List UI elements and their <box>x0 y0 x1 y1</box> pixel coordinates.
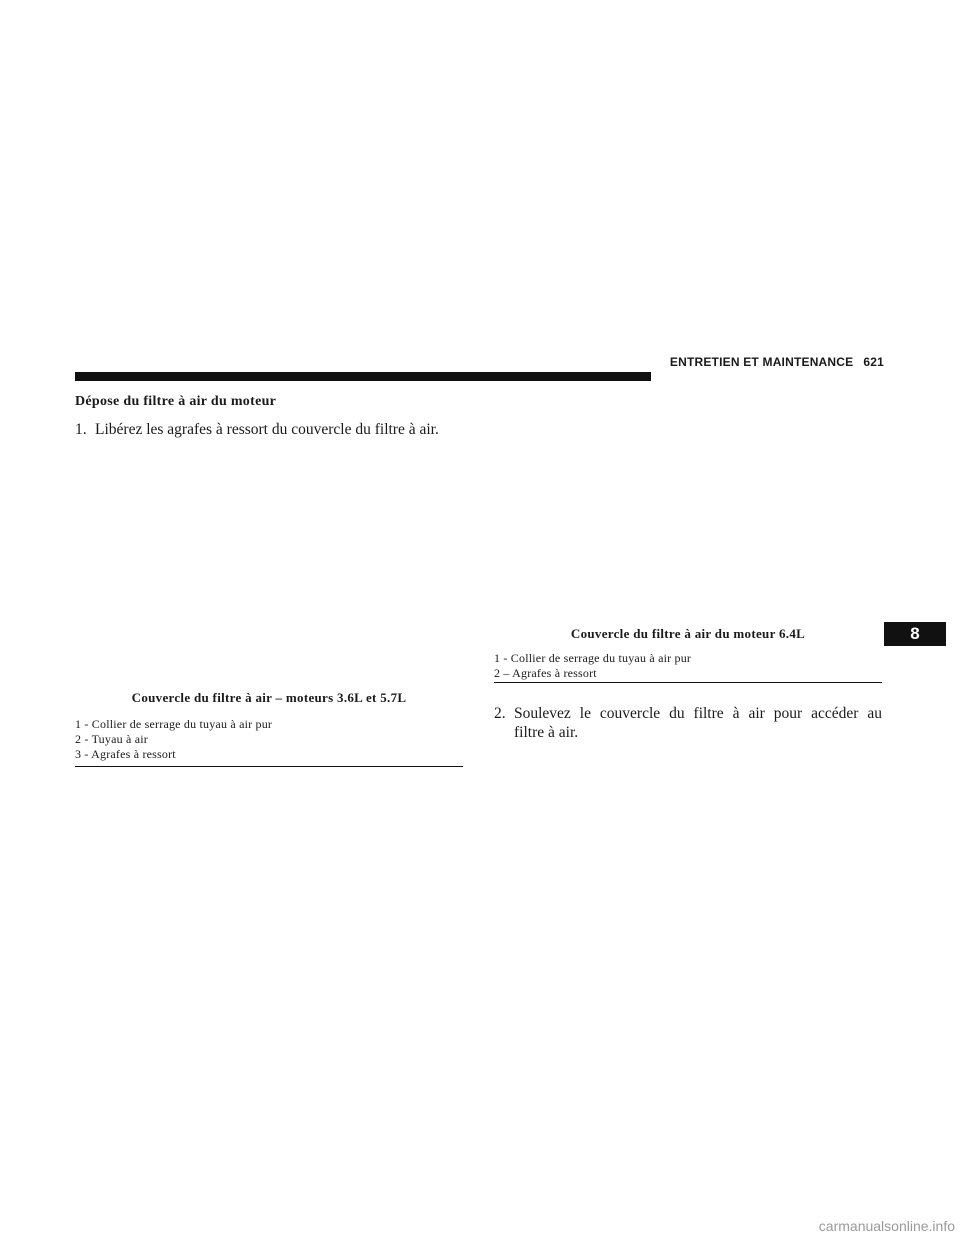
legend-item: 2 – Agrafes à ressort <box>494 666 597 680</box>
step-1-number: 1. <box>75 421 87 438</box>
legend-item: 2 - Tuyau à air <box>75 732 148 746</box>
figure-caption-left: Couvercle du filtre à air – moteurs 3.6L et 5.7L <box>131 690 407 705</box>
figure-legend-right <box>494 651 882 681</box>
step-2-number: 2. <box>494 705 506 722</box>
legend-item: 1 - Collier de serrage du tuyau à air pur <box>494 651 692 665</box>
step-2-line-1 <box>494 704 882 723</box>
header-rule <box>75 372 651 381</box>
step-2 <box>494 704 882 742</box>
step-2-text-2: filtre à air. <box>514 724 579 741</box>
figure-legend-left <box>75 717 463 762</box>
chapter-tab: 8 <box>884 622 946 646</box>
legend-rule-left <box>75 766 463 767</box>
section-heading: Dépose du filtre à air du moteur <box>75 394 277 409</box>
header-rule-right <box>660 372 884 381</box>
step-1-text: Libérez les agrafes à ressort du couvercle du filtre à air. <box>95 421 439 438</box>
running-header <box>656 355 884 369</box>
figure-caption-right: Couvercle du filtre à air du moteur 6.4L <box>570 626 806 641</box>
legend-item: 3 - Agrafes à ressort <box>75 747 176 761</box>
section-title: ENTRETIEN ET MAINTENANCE <box>669 355 854 369</box>
legend-rule-right <box>494 682 882 683</box>
step-2-text-1: Soulevez le couvercle du filtre à air pour accéder au <box>514 705 882 722</box>
step-1 <box>75 420 439 439</box>
watermark: carmanualsonline.info <box>818 1218 955 1234</box>
legend-item: 1 - Collier de serrage du tuyau à air pur <box>75 717 273 731</box>
page-number: 621 <box>863 355 884 369</box>
